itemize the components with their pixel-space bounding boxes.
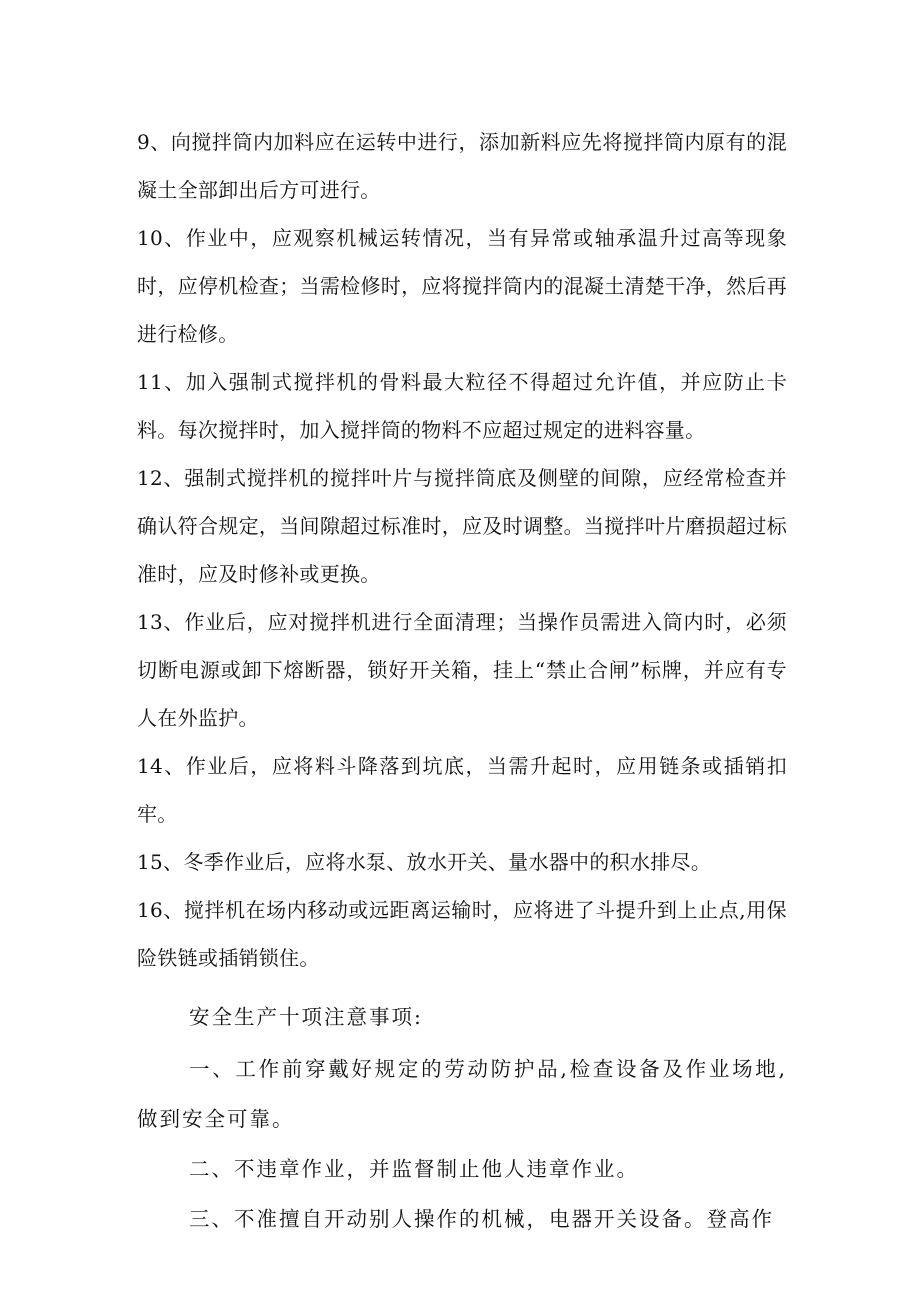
paragraph-11: 11、加入强制式搅拌机的骨料最大粒径不得超过允许值，并应防止卡料。每次搅拌时，加入搅拌筒的物料不应超过规定的进料容量。 [137, 370, 787, 442]
paragraph-16: 16、搅拌机在场内移动或远距离运输时，应将进了斗提升到上止点,用保险铁链或插销锁住。 [137, 898, 787, 970]
paragraph-9: 9、向搅拌筒内加料应在运转中进行，添加新料应先将搅拌筒内原有的混凝土全部卸出后方可进行。 [137, 130, 787, 202]
safety-item-2: 二、不违章作业，并监督制止他人违章作业。 [189, 1157, 639, 1181]
paragraph-13: 13、作业后，应对搅拌机进行全面清理；当操作员需进入筒内时，必须切断电源或卸下熔断器，锁好开关箱，挂上“禁止合闸”标牌，并应有专人在外监护。 [137, 610, 787, 730]
safety-section-title: 安全生产十项注意事项: [189, 1005, 423, 1029]
paragraph-14: 14、作业后，应将料斗降落到坑底，当需升起时，应用链条或插销扣牢。 [137, 754, 787, 826]
paragraph-10: 10、作业中，应观察机械运转情况，当有异常或轴承温升过高等现象时，应停机检查；当需检修时，应将搅拌筒内的混凝土清楚干净，然后再进行检修。 [137, 226, 787, 346]
document-body [137, 118, 787, 1244]
safety-item-3: 三、不准擅自开动别人操作的机械，电器开关设备。登高作 [189, 1207, 774, 1231]
paragraph-15: 15、冬季作业后，应将水泵、放水开关、量水器中的积水排尽。 [137, 850, 712, 874]
paragraph-12: 12、强制式搅拌机的搅拌叶片与搅拌筒底及侧壁的间隙，应经常检查并确认符合规定，当间隙超过标准时，应及时调整。当搅拌叶片磨损超过标准时，应及时修补或更换。 [137, 466, 787, 586]
safety-item-1: 一、工作前穿戴好规定的劳动防护品,检查设备及作业场地,做到安全可靠。 [137, 1057, 787, 1131]
safety-section [137, 990, 787, 1244]
